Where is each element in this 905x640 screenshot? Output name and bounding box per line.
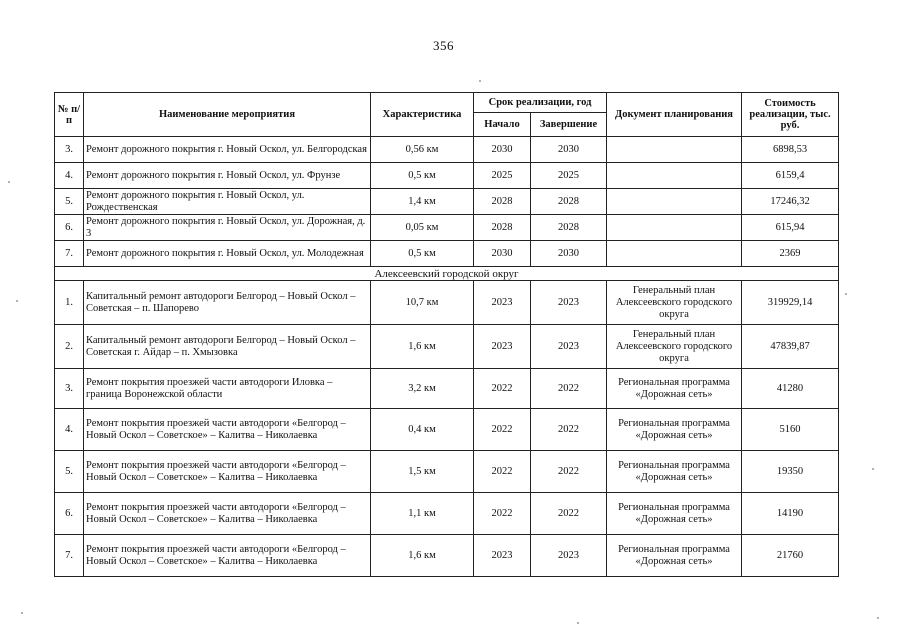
cost-cell: 21760 — [742, 535, 839, 577]
table-row — [55, 189, 839, 215]
end-year-cell: 2023 — [531, 535, 607, 577]
start-year-cell: 2022 — [474, 451, 531, 493]
planning-document-cell: Региональная программа «Дорожная сеть» — [607, 493, 742, 535]
start-year-cell: 2022 — [474, 493, 531, 535]
row-number-cell: 1. — [55, 281, 84, 325]
row-number-cell: 4. — [55, 409, 84, 451]
measure-name-cell: Ремонт покрытия проезжей части автодороги «Белгород – Новый Оскол – Советское» – Калитва – Николаевка — [84, 451, 371, 493]
table-row — [55, 241, 839, 267]
end-year-cell: 2022 — [531, 369, 607, 409]
measure-name-cell: Ремонт покрытия проезжей части автодороги «Белгород – Новый Оскол – Советское» – Калитва – Николаевка — [84, 409, 371, 451]
measure-name-cell: Ремонт покрытия проезжей части автодороги «Белгород – Новый Оскол – Советское» – Калитва – Николаевка — [84, 493, 371, 535]
header-start: Начало — [474, 113, 531, 137]
start-year-cell: 2023 — [474, 535, 531, 577]
planning-document-cell: Генеральный план Алексеевского городского округа — [607, 325, 742, 369]
row-number-cell: 2. — [55, 325, 84, 369]
end-year-cell: 2022 — [531, 409, 607, 451]
cost-cell: 14190 — [742, 493, 839, 535]
measure-name-cell: Капитальный ремонт автодороги Белгород – Новый Оскол – Советская – п. Шапорево — [84, 281, 371, 325]
measure-name-cell: Капитальный ремонт автодороги Белгород – Новый Оскол – Советская г. Айдар – п. Хмызовка — [84, 325, 371, 369]
start-year-cell: 2022 — [474, 409, 531, 451]
end-year-cell: 2025 — [531, 163, 607, 189]
row-number-cell: 7. — [55, 241, 84, 267]
start-year-cell: 2028 — [474, 215, 531, 241]
cost-cell: 2369 — [742, 241, 839, 267]
cost-cell: 319929,14 — [742, 281, 839, 325]
start-year-cell: 2030 — [474, 137, 531, 163]
header-num: № п/п — [55, 93, 84, 137]
header-cost: Стоимость реализации, тыс. руб. — [742, 93, 839, 137]
characteristic-cell: 10,7 км — [371, 281, 474, 325]
characteristic-cell: 3,2 км — [371, 369, 474, 409]
end-year-cell: 2030 — [531, 241, 607, 267]
planning-document-cell — [607, 215, 742, 241]
start-year-cell: 2023 — [474, 325, 531, 369]
measures-table — [54, 92, 839, 577]
planning-document-cell — [607, 163, 742, 189]
row-number-cell: 4. — [55, 163, 84, 189]
measure-name-cell: Ремонт покрытия проезжей части автодороги Иловка – граница Воронежской области — [84, 369, 371, 409]
end-year-cell: 2023 — [531, 281, 607, 325]
region-group — [55, 267, 839, 281]
measure-name-cell: Ремонт дорожного покрытия г. Новый Оскол, ул. Дорожная, д. 3 — [84, 215, 371, 241]
header-characteristic: Характеристика — [371, 93, 474, 137]
cost-cell: 6898,53 — [742, 137, 839, 163]
characteristic-cell: 0,4 км — [371, 409, 474, 451]
row-number-cell: 5. — [55, 189, 84, 215]
start-year-cell: 2023 — [474, 281, 531, 325]
table-row — [55, 325, 839, 369]
end-year-cell: 2028 — [531, 189, 607, 215]
end-year-cell: 2022 — [531, 493, 607, 535]
measure-name-cell: Ремонт дорожного покрытия г. Новый Оскол, ул. Фрунзе — [84, 163, 371, 189]
measure-name-cell: Ремонт дорожного покрытия г. Новый Оскол, ул. Рождественская — [84, 189, 371, 215]
table-row — [55, 535, 839, 577]
cost-cell: 41280 — [742, 369, 839, 409]
table-row — [55, 369, 839, 409]
characteristic-cell: 1,6 км — [371, 535, 474, 577]
end-year-cell: 2028 — [531, 215, 607, 241]
characteristic-cell: 0,5 км — [371, 241, 474, 267]
region-title: Алексеевский городской округ — [55, 267, 839, 281]
characteristic-cell: 0,05 км — [371, 215, 474, 241]
table-row — [55, 493, 839, 535]
row-number-cell: 5. — [55, 451, 84, 493]
end-year-cell: 2022 — [531, 451, 607, 493]
page-number: 356 — [433, 38, 454, 53]
row-number-cell: 7. — [55, 535, 84, 577]
row-number-cell: 3. — [55, 369, 84, 409]
planning-document-cell — [607, 137, 742, 163]
table-header — [55, 93, 839, 137]
table-row — [55, 451, 839, 493]
start-year-cell: 2025 — [474, 163, 531, 189]
end-year-cell: 2023 — [531, 325, 607, 369]
table-row — [55, 137, 839, 163]
table-row — [55, 409, 839, 451]
table-row — [55, 215, 839, 241]
cost-cell: 5160 — [742, 409, 839, 451]
planning-document-cell: Региональная программа «Дорожная сеть» — [607, 451, 742, 493]
start-year-cell: 2028 — [474, 189, 531, 215]
characteristic-cell: 1,1 км — [371, 493, 474, 535]
planning-document-cell: Региональная программа «Дорожная сеть» — [607, 535, 742, 577]
header-name: Наименование мероприятия — [84, 93, 371, 137]
characteristic-cell: 0,56 км — [371, 137, 474, 163]
characteristic-cell: 1,5 км — [371, 451, 474, 493]
cost-cell: 19350 — [742, 451, 839, 493]
rows-group-b — [55, 281, 839, 577]
planning-document-cell: Региональная программа «Дорожная сеть» — [607, 409, 742, 451]
characteristic-cell: 1,6 км — [371, 325, 474, 369]
row-number-cell: 6. — [55, 493, 84, 535]
table-row — [55, 163, 839, 189]
planning-document-cell: Региональная программа «Дорожная сеть» — [607, 369, 742, 409]
header-document: Документ планирования — [607, 93, 742, 137]
row-number-cell: 6. — [55, 215, 84, 241]
measure-name-cell: Ремонт дорожного покрытия г. Новый Оскол, ул. Белгородская — [84, 137, 371, 163]
start-year-cell: 2030 — [474, 241, 531, 267]
measure-name-cell: Ремонт дорожного покрытия г. Новый Оскол, ул. Молодежная — [84, 241, 371, 267]
table-row — [55, 281, 839, 325]
planning-document-cell: Генеральный план Алексеевского городского округа — [607, 281, 742, 325]
characteristic-cell: 0,5 км — [371, 163, 474, 189]
cost-cell: 47839,87 — [742, 325, 839, 369]
header-end: Завершение — [531, 113, 607, 137]
cost-cell: 6159,4 — [742, 163, 839, 189]
row-number-cell: 3. — [55, 137, 84, 163]
header-period: Срок реализации, год — [474, 93, 607, 113]
characteristic-cell: 1,4 км — [371, 189, 474, 215]
planning-document-cell — [607, 189, 742, 215]
region-row — [55, 267, 839, 281]
planning-document-cell — [607, 241, 742, 267]
start-year-cell: 2022 — [474, 369, 531, 409]
rows-group-a — [55, 137, 839, 267]
cost-cell: 17246,32 — [742, 189, 839, 215]
end-year-cell: 2030 — [531, 137, 607, 163]
cost-cell: 615,94 — [742, 215, 839, 241]
measure-name-cell: Ремонт покрытия проезжей части автодороги «Белгород – Новый Оскол – Советское» – Калитва – Николаевка — [84, 535, 371, 577]
